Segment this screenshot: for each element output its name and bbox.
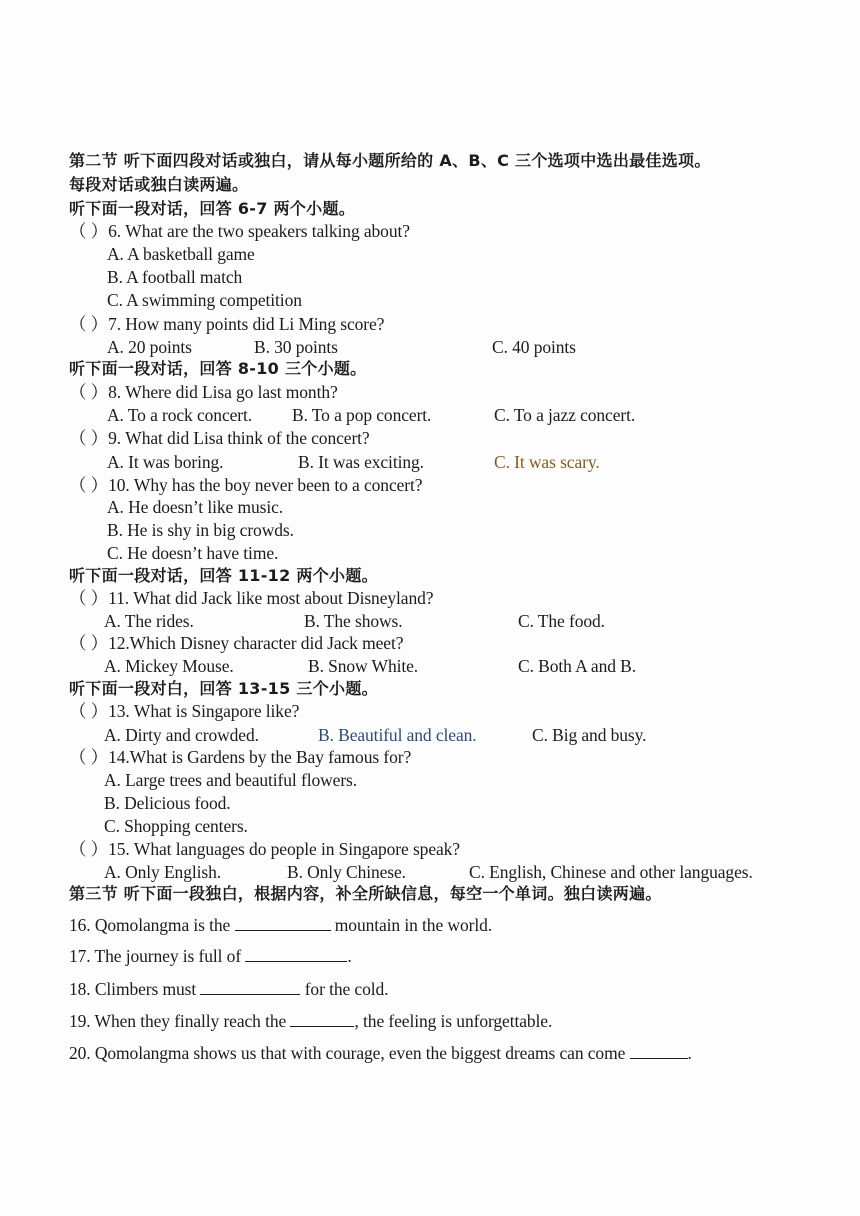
q17-text-before: 17. The journey is full of bbox=[69, 946, 242, 966]
dialogue-intro-3: 听下面一段对话，回答 11-12 两个小题。 bbox=[69, 566, 378, 585]
q18-answer-blank[interactable] bbox=[200, 980, 300, 995]
q7-option-a: A. 20 points bbox=[107, 337, 192, 357]
dialogue-intro-1: 听下面一段对话，回答 6-7 两个小题。 bbox=[69, 199, 356, 218]
q13-option-b: B. Beautiful and clean. bbox=[318, 725, 477, 745]
q13-option-a: A. Dirty and crowded. bbox=[104, 725, 259, 745]
q7-option-c: C. 40 points bbox=[492, 337, 576, 357]
fill-question-18 bbox=[69, 979, 388, 999]
section2-header: 第二节 听下面四段对话或独白，请从每小题所给的 A、B、C 三个选项中选出最佳选项。 bbox=[69, 151, 711, 170]
q8-option-b: B. To a pop concert. bbox=[292, 405, 432, 425]
q7-option-b: B. 30 points bbox=[254, 337, 338, 357]
q14-option-a: A. Large trees and beautiful flowers. bbox=[104, 770, 358, 790]
question-6: （ ）6. What are the two speakers talking about? bbox=[69, 221, 410, 241]
fill-question-19 bbox=[69, 1011, 552, 1031]
question-7: （ ）7. How many points did Li Ming score? bbox=[69, 314, 385, 334]
q16-answer-blank[interactable] bbox=[235, 916, 331, 931]
q6-option-c: C. A swimming competition bbox=[107, 290, 302, 310]
q9-option-a: A. It was boring. bbox=[107, 452, 224, 472]
q17-text-after: . bbox=[347, 946, 352, 966]
question-11: （ ）11. What did Jack like most about Disneyland? bbox=[69, 588, 434, 608]
q18-text-after: for the cold. bbox=[304, 979, 389, 999]
q11-option-c: C. The food. bbox=[518, 611, 605, 631]
q9-option-c: C. It was scary. bbox=[494, 452, 600, 472]
q13-option-c: C. Big and busy. bbox=[532, 725, 647, 745]
q15-option-c: C. English, Chinese and other languages. bbox=[469, 862, 753, 882]
q20-answer-blank[interactable] bbox=[630, 1044, 688, 1059]
q12-option-c: C. Both A and B. bbox=[518, 656, 637, 676]
q6-option-b: B. A football match bbox=[107, 267, 243, 287]
q15-option-b: B. Only Chinese. bbox=[287, 862, 406, 882]
monologue-intro-4: 听下面一段对白，回答 13-15 三个小题。 bbox=[69, 679, 378, 698]
question-13: （ ）13. What is Singapore like? bbox=[69, 701, 300, 721]
q10-option-a: A. He doesn’t like music. bbox=[107, 497, 284, 517]
q16-text-before: 16. Qomolangma is the bbox=[69, 915, 231, 935]
fill-question-16 bbox=[69, 915, 492, 935]
question-8: （ ）8. Where did Lisa go last month? bbox=[69, 382, 338, 402]
question-14: （ ）14.What is Gardens by the Bay famous for? bbox=[69, 747, 412, 767]
q11-option-b: B. The shows. bbox=[304, 611, 403, 631]
q19-answer-blank[interactable] bbox=[290, 1012, 354, 1027]
dialogue-intro-2: 听下面一段对话，回答 8-10 三个小题。 bbox=[69, 359, 367, 378]
q18-text-before: 18. Climbers must bbox=[69, 979, 197, 999]
question-10: （ ）10. Why has the boy never been to a concert? bbox=[69, 475, 423, 495]
question-9: （ ）9. What did Lisa think of the concert? bbox=[69, 428, 370, 448]
q6-option-a: A. A basketball game bbox=[107, 244, 255, 264]
q19-text-after: , the feeling is unforgettable. bbox=[354, 1011, 553, 1031]
fill-question-20 bbox=[69, 1043, 692, 1063]
question-15: （ ）15. What languages do people in Singapore speak? bbox=[69, 839, 460, 859]
q8-option-c: C. To a jazz concert. bbox=[494, 405, 636, 425]
section3-header: 第三节 听下面一段独白，根据内容，补全所缺信息，每空一个单词。独白读两遍。 bbox=[69, 884, 662, 903]
q15-option-a: A. Only English. bbox=[104, 862, 222, 882]
q20-text-before: 20. Qomolangma shows us that with courage, even the biggest dreams can come bbox=[69, 1043, 626, 1063]
q20-text-after: . bbox=[687, 1043, 692, 1063]
q11-option-a: A. The rides. bbox=[104, 611, 194, 631]
q12-option-a: A. Mickey Mouse. bbox=[104, 656, 234, 676]
fill-question-17 bbox=[69, 946, 352, 966]
q14-option-c: C. Shopping centers. bbox=[104, 816, 248, 836]
q12-option-b: B. Snow White. bbox=[308, 656, 419, 676]
q10-option-b: B. He is shy in big crowds. bbox=[107, 520, 294, 540]
q8-option-a: A. To a rock concert. bbox=[107, 405, 253, 425]
question-12: （ ）12.Which Disney character did Jack meet? bbox=[69, 633, 404, 653]
q9-option-b: B. It was exciting. bbox=[298, 452, 424, 472]
q17-answer-blank[interactable] bbox=[245, 947, 347, 962]
q19-text-before: 19. When they finally reach the bbox=[69, 1011, 287, 1031]
q16-text-after: mountain in the world. bbox=[334, 915, 493, 935]
q10-option-c: C. He doesn’t have time. bbox=[107, 543, 279, 563]
q14-option-b: B. Delicious food. bbox=[104, 793, 231, 813]
section2-header-cont: 每段对话或独白读两遍。 bbox=[69, 175, 249, 194]
